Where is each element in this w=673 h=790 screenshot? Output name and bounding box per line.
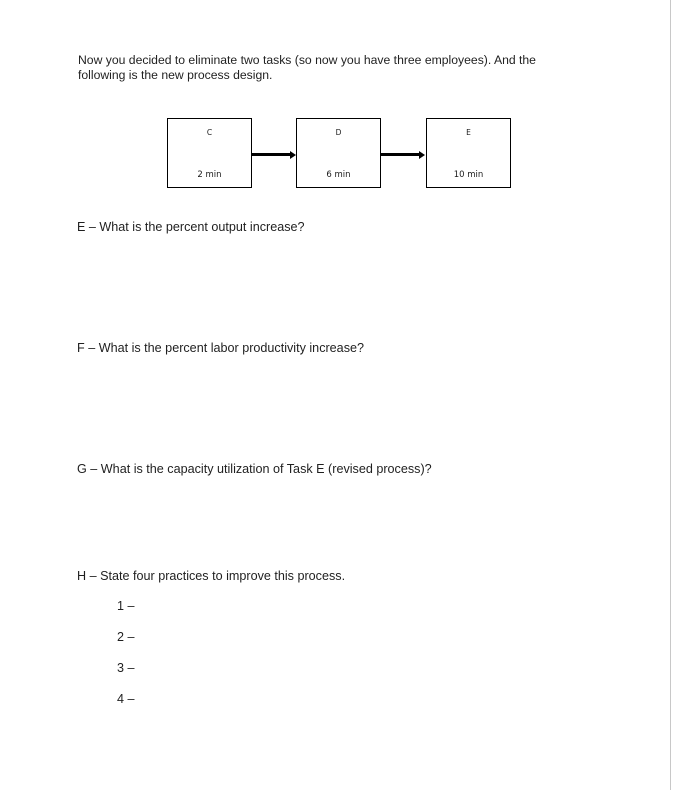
- page-edge-line: [670, 0, 671, 790]
- task-label-d: D: [335, 128, 342, 137]
- task-label-e: E: [466, 128, 471, 137]
- practice-item-2: 2 –: [117, 630, 135, 644]
- practice-item-1: 1 –: [117, 599, 135, 613]
- question-h: H – State four practices to improve this process.: [77, 569, 346, 583]
- task-label-c: C: [206, 128, 213, 137]
- intro-paragraph: [78, 53, 598, 83]
- practice-item-4: 4 –: [117, 692, 135, 706]
- flow-arrow-d-to-e: [381, 153, 420, 156]
- task-box-c: [167, 118, 252, 188]
- task-time-c: 2 min: [197, 170, 222, 180]
- question-g: G – What is the capacity utilization of Task E (revised process)?: [77, 462, 432, 476]
- intro-line-2: following is the new process design.: [78, 68, 273, 82]
- task-time-d: 6 min: [326, 170, 351, 180]
- practice-item-3: 3 –: [117, 661, 135, 675]
- task-box-d: [296, 118, 381, 188]
- flow-arrow-c-to-d: [252, 153, 291, 156]
- practice-list: [117, 599, 135, 723]
- intro-line-1: Now you decided to eliminate two tasks (so now you have three employees). And the: [78, 53, 536, 67]
- task-time-e: 10 min: [453, 170, 484, 180]
- question-e: E – What is the percent output increase?: [77, 220, 305, 234]
- task-box-e: [426, 118, 511, 188]
- question-f: F – What is the percent labor productivity increase?: [77, 341, 364, 355]
